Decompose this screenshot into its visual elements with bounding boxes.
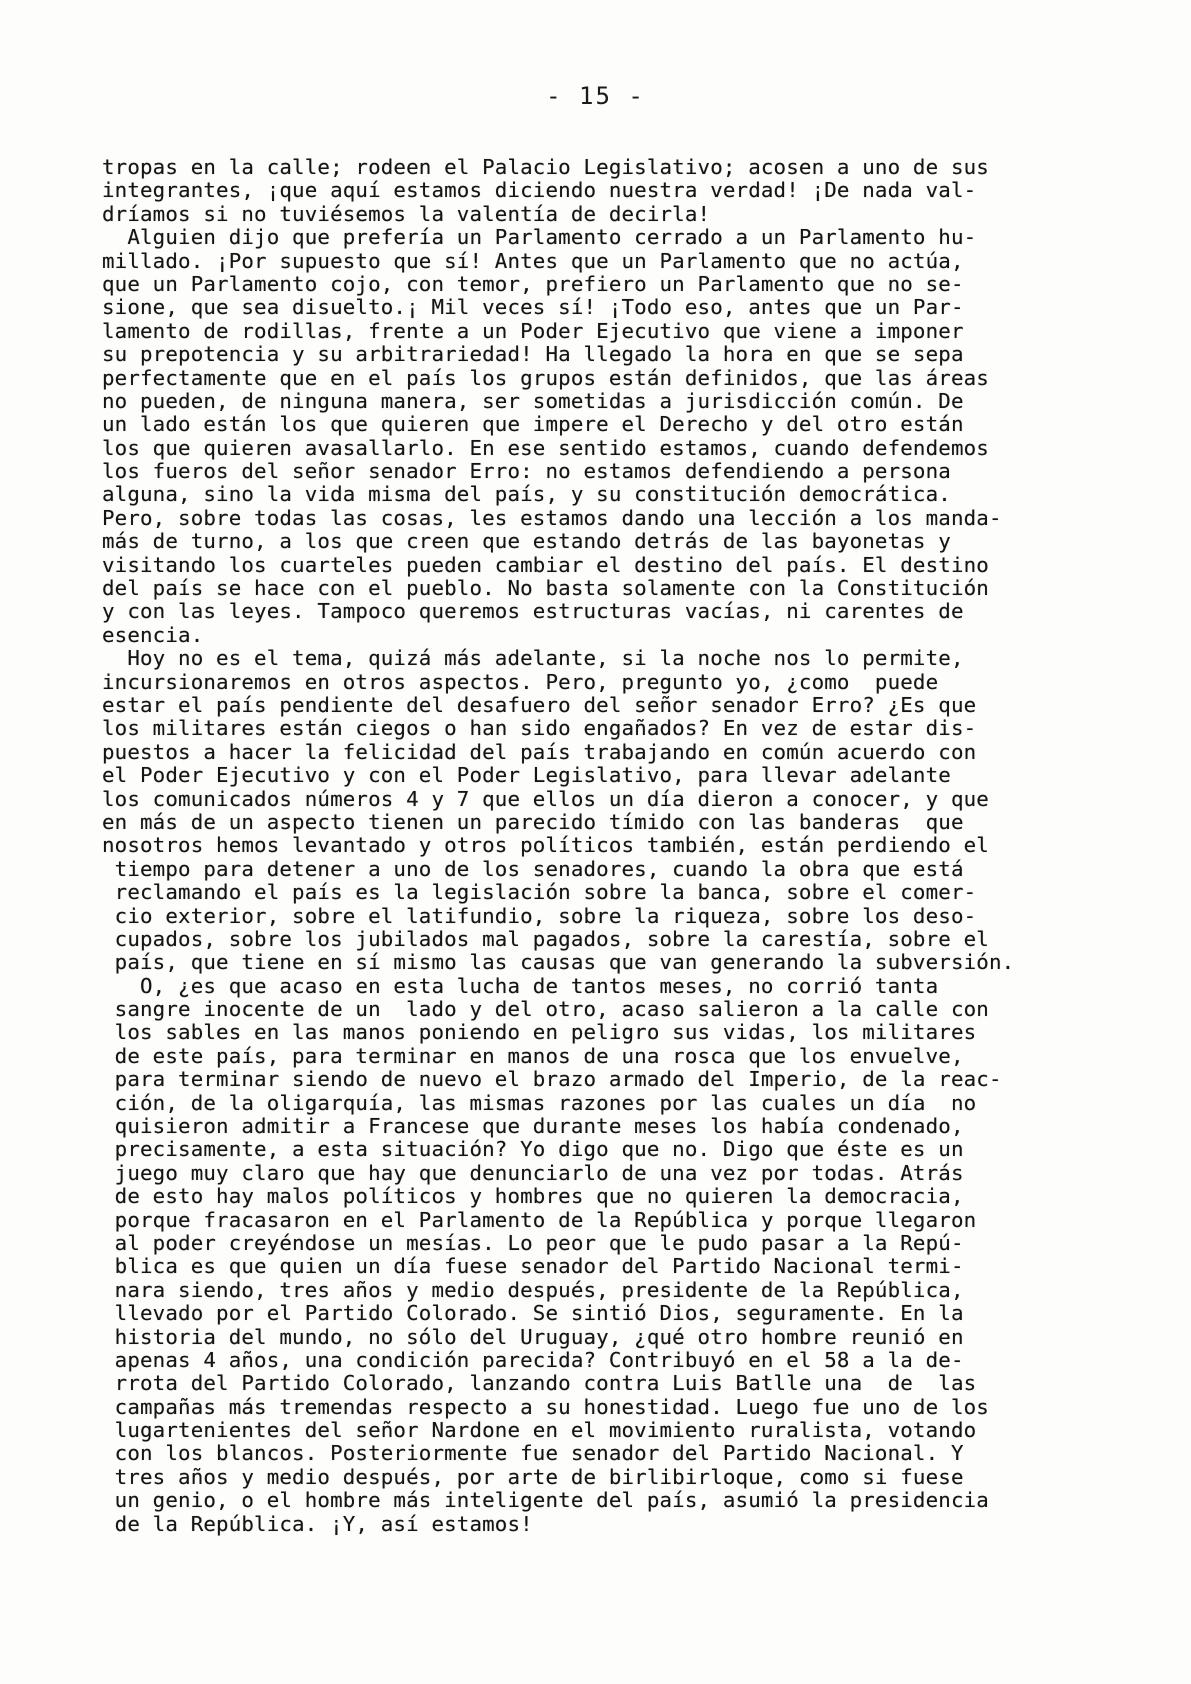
text-line: tropas en la calle; rodeen el Palacio Legislativo; acosen a uno de sus [102,155,989,179]
text-line: el Poder Ejecutivo y con el Poder Legislativo, para llevar adelante [102,763,951,788]
text-line: precisamente, a esta situación? Yo digo que no. Digo que éste es un [102,1137,964,1162]
text-line: perfectamente que en el país los grupos están definidos, que las áreas [102,365,989,390]
text-line: porque fracasaron en el Parlamento de la República y porque llegaron [102,1207,977,1232]
text-line: de este país, para terminar en manos de una rosca que los envuelve, [102,1043,964,1068]
text-line: cupados, sobre los jubilados mal pagados, sobre la carestía, sobre el [102,926,989,951]
text-line: en más de un aspecto tienen un parecido tímido con las banderas que [102,809,964,834]
text-line: de la República. ¡Y, así estamos! [102,1511,533,1536]
text-line: alguna, sino la vida misma del país, y su constitución democrática. [102,482,951,507]
text-line: puestos a hacer la felicidad del país trabajando en común acuerdo con [102,739,977,764]
text-line: al poder creyéndose un mesías. Lo peor que le pudo pasar a la Repú- [102,1230,964,1255]
text-line: que un Parlamento cojo, con temor, prefiero un Parlamento que no se- [102,271,964,296]
text-line: los militares están ciegos o han sido engañados? En vez de estar dis- [102,716,977,741]
text-line: sangre inocente de un lado y del otro, acaso salieron a la calle con [102,997,989,1022]
page-number: - 15 - [546,82,645,110]
text-line: Hoy no es el tema, quizá más adelante, si la noche nos lo permite, [102,646,964,671]
text-line: sione, que sea disuelto.¡ Mil veces sí! ¡Todo eso, antes que un Par- [102,295,964,320]
text-line: nosotros hemos levantado y otros políticos también, están perdiendo el [102,833,989,858]
text-line: Pero, sobre todas las cosas, les estamos dando una lección a los manda- [102,505,1002,530]
text-line: llevado por el Partido Colorado. Se sintió Dios, seguramente. En la [102,1301,964,1326]
text-line: integrantes, ¡que aquí estamos diciendo nuestra verdad! ¡De nada val- [102,178,977,203]
text-line: dríamos si no tuviésemos la valentía de decirla! [102,201,711,226]
text-line: los que quieren avasallarlo. En ese sentido estamos, cuando defendemos [102,435,989,460]
text-line: tres años y medio después, por arte de birlibirloque, como si fuese [102,1464,964,1489]
body-text [102,156,1112,1536]
text-line: estar el país pendiente del desafuero del señor senador Erro? ¿Es que [102,692,977,717]
text-line: lugartenientes del señor Nardone en el movimiento ruralista, votando [102,1418,977,1443]
text-line: los comunicados números 4 y 7 que ellos un día dieron a conocer, y que [102,786,989,811]
text-line: y con las leyes. Tampoco queremos estructuras vacías, ni carentes de [102,599,964,624]
text-line: rrota del Partido Colorado, lanzando contra Luis Batlle una de las [102,1371,977,1396]
text-line: país, que tiene en sí mismo las causas que van generando la subversión. [102,950,1015,975]
text-line: blica es que quien un día fuese senador del Partido Nacional termi- [102,1254,964,1279]
text-line: esencia. [102,622,204,647]
text-line: campañas más tremendas respecto a su honestidad. Luego fue uno de los [102,1394,989,1419]
text-line: los sables en las manos poniendo en peligro sus vidas, los militares [102,1020,977,1045]
text-line: reclamando el país es la legislación sobre la banca, sobre el comer- [102,880,977,905]
text-line: historia del mundo, no sólo del Uruguay, ¿qué otro hombre reunió en [102,1324,964,1349]
text-line: visitando los cuarteles pueden cambiar el destino del país. El destino [102,552,989,577]
text-line: no pueden, de ninguna manera, ser sometidas a jurisdicción común. De [102,388,964,413]
text-line: un genio, o el hombre más inteligente del país, asumió la presidencia [102,1488,989,1513]
text-line: de esto hay malos políticos y hombres que no quieren la democracia, [102,1184,964,1209]
text-line: ción, de la oligarquía, las mismas razones por las cuales un día no [102,1090,977,1115]
text-line: su prepotencia y su arbitrariedad! Ha llegado la hora en que se sepa [102,342,964,367]
text-line: cio exterior, sobre el latifundio, sobre la riqueza, sobre los deso- [102,903,977,928]
text-line: para terminar siendo de nuevo el brazo armado del Imperio, de la reac- [102,1067,1002,1092]
text-line: con los blancos. Posteriormente fue senador del Partido Nacional. Y [102,1441,964,1466]
text-line: más de turno, a los que creen que estando detrás de las bayonetas y [102,529,951,554]
text-line: tiempo para detener a uno de los senadores, cuando la obra que está [102,856,964,881]
text-line: Alguien dijo que prefería un Parlamento cerrado a un Parlamento hu- [102,225,977,250]
text-line: millado. ¡Por supuesto que sí! Antes que un Parlamento que no actúa, [102,248,964,273]
text-line: nara siendo, tres años y medio después, presidente de la República, [102,1277,964,1302]
text-line: O, ¿es que acaso en esta lucha de tantos meses, no corrió tanta [102,973,939,998]
text-line: quisieron admitir a Francese que durante meses los había condenado, [102,1114,964,1139]
text-line: un lado están los que quieren que impere el Derecho y del otro están [102,412,964,437]
text-line: apenas 4 años, una condición parecida? Contribuyó en el 58 a la de- [102,1347,964,1372]
text-line: lamento de rodillas, frente a un Poder Ejecutivo que viene a imponer [102,318,964,343]
text-line: del país se hace con el pueblo. No basta solamente con la Constitución [102,576,989,601]
text-line: incursionaremos en otros aspectos. Pero, pregunto yo, ¿como puede [102,669,939,694]
text-line: los fueros del señor senador Erro: no estamos defendiendo a persona [102,459,951,484]
text-line: juego muy claro que hay que denunciarlo de una vez por todas. Atrás [102,1160,964,1185]
